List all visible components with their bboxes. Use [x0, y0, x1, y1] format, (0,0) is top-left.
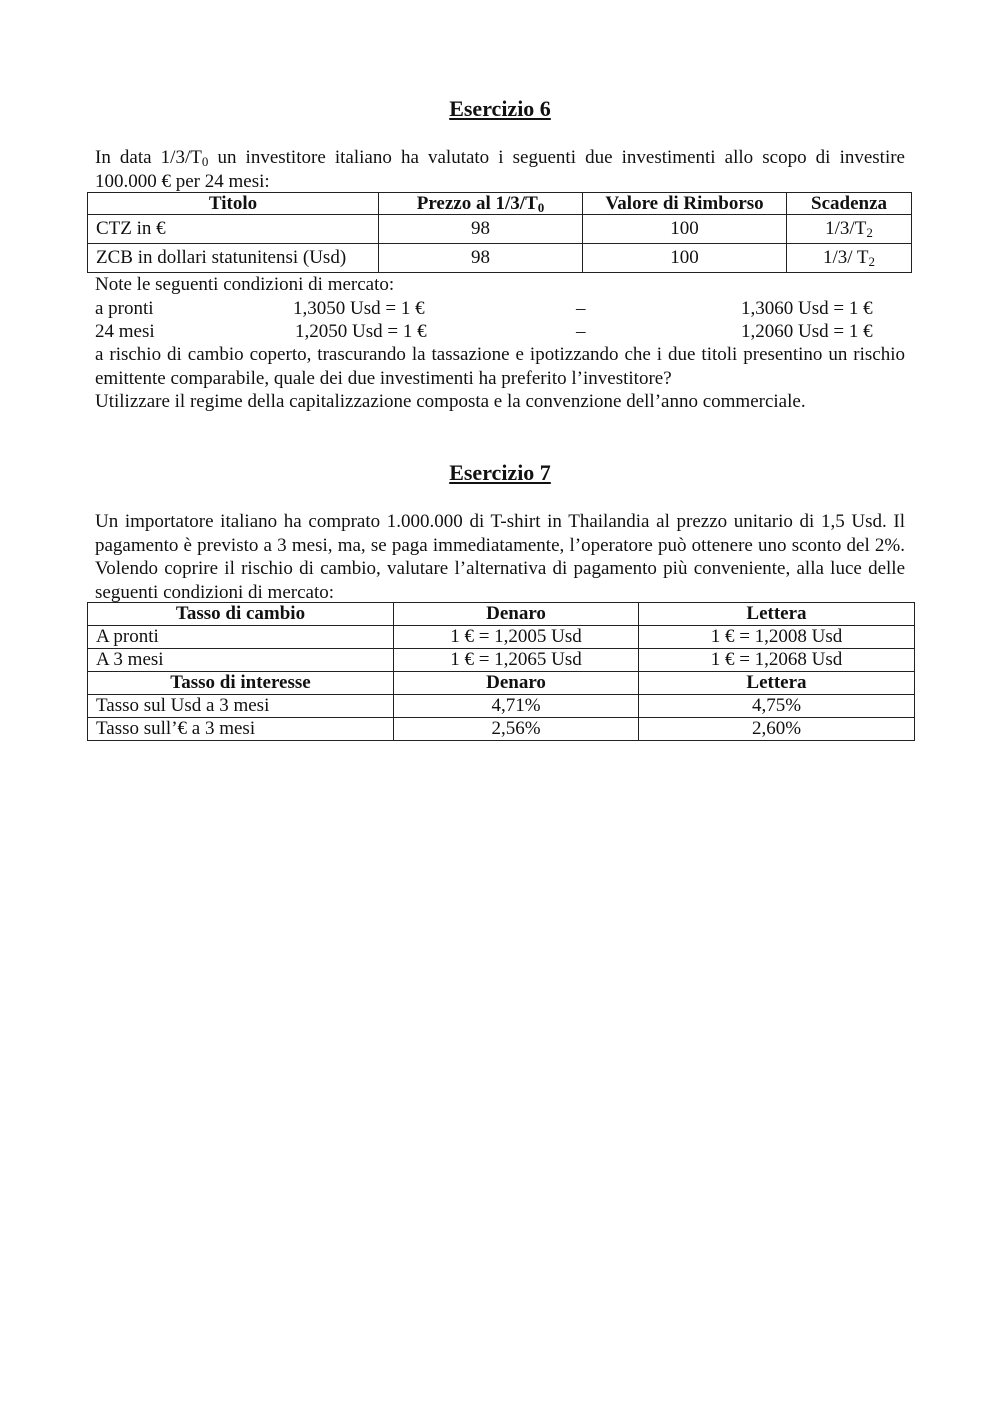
exercise-7-title: Esercizio 7 — [449, 460, 551, 485]
cell-label: A pronti — [88, 626, 394, 649]
rate-header-row — [88, 672, 915, 695]
market-ask-spot: 1,3060 Usd = 1 € — [741, 298, 873, 319]
market-bid-spot: 1,3050 Usd = 1 € — [293, 298, 425, 319]
exercise-7-text: Un importatore italiano ha comprato 1.000.000 di T-shirt in Thailandia al prezzo unitario di 1,5 Usd. Il pagamento è previsto a 3 mesi, ma, se paga immediatamente, l’operatore può ottenere uno sconto del 2%. Volendo coprire il rischio di cambio, valutare l’alternativa di pagamento più conveniente, alla luce delle seguenti condizioni di mercato: — [95, 511, 905, 603]
intro-text-end: un investitore italiano ha valutato i seguenti due investimenti allo scopo di investire 100.000 € per 24 mesi: — [95, 147, 905, 192]
header-rimborso: Valore di Rimborso — [583, 193, 787, 215]
table-header-row — [88, 193, 912, 215]
table-row — [88, 244, 912, 273]
cell-titolo: ZCB in dollari statunitensi (Usd) — [88, 244, 379, 273]
header-denaro: Denaro — [394, 672, 639, 695]
cell-lettera: 1 € = 1,2008 Usd — [639, 626, 915, 649]
market-ask-24m: 1,2060 Usd = 1 € — [741, 321, 873, 342]
cell-denaro: 4,71% — [394, 695, 639, 718]
cell-scadenza: 1/3/ $T_2$ — [787, 244, 912, 273]
cell-lettera: 1 € = 1,2068 Usd — [639, 649, 915, 672]
table-row — [88, 695, 915, 718]
table-row — [88, 626, 915, 649]
header-denaro: Denaro — [394, 603, 639, 626]
cell-scadenza: $1/3/T_2$ — [787, 215, 912, 244]
securities-table — [87, 192, 912, 273]
cell-prezzo: 98 — [379, 215, 583, 244]
cell-denaro: 1 € = 1,2005 Usd — [394, 626, 639, 649]
header-titolo: Titolo — [88, 193, 379, 215]
header-tasso-cambio: Tasso di cambio — [88, 603, 394, 626]
cell-label: Tasso sull’€ a 3 mesi — [88, 718, 394, 741]
market-note: Note le seguenti condizioni di mercato: — [95, 274, 395, 295]
cell-lettera: 4,75% — [639, 695, 915, 718]
table-row — [88, 718, 915, 741]
cell-rimborso: 100 — [583, 215, 787, 244]
exercise-6-instruction: Utilizzare il regime della capitalizzazione composta e la convenzione dell’anno commerciale. — [95, 391, 806, 412]
market-term-spot: a pronti — [95, 298, 154, 319]
market-dash-spot: – — [576, 298, 586, 319]
cell-titolo: CTZ in € — [88, 215, 379, 244]
cell-denaro: 1 € = 1,2065 Usd — [394, 649, 639, 672]
header-lettera: Lettera — [639, 603, 915, 626]
exercise-6-question: a rischio di cambio coperto, trascurando la tassazione e ipotizzando che i due titoli presentino un rischio emittente comparabile, quale dei due investimenti ha preferito l’investitore? — [95, 344, 905, 389]
cell-label: Tasso sul Usd a 3 mesi — [88, 695, 394, 718]
header-lettera: Lettera — [639, 672, 915, 695]
fx-header-row — [88, 603, 915, 626]
header-prezzo: Prezzo al $1/3/T_0$ — [379, 193, 583, 215]
cell-lettera: 2,60% — [639, 718, 915, 741]
table-row — [88, 215, 912, 244]
intro-text-start: In data 1/3/T — [95, 147, 202, 168]
cell-denaro: 2,56% — [394, 718, 639, 741]
cell-rimborso: 100 — [583, 244, 787, 273]
market-bid-24m: 1,2050 Usd = 1 € — [295, 321, 427, 342]
exercise-6-intro — [95, 146, 905, 193]
header-scadenza: Scadenza — [787, 193, 912, 215]
exercise-6-title: Esercizio 6 — [449, 96, 551, 121]
header-tasso-interesse: Tasso di interesse — [88, 672, 394, 695]
market-dash-24m: – — [576, 321, 586, 342]
market-conditions-table — [87, 602, 915, 741]
cell-prezzo: 98 — [379, 244, 583, 273]
table-row — [88, 649, 915, 672]
market-term-24m: 24 mesi — [95, 321, 155, 342]
intro-subscript: 0 — [201, 154, 209, 169]
cell-label: A 3 mesi — [88, 649, 394, 672]
